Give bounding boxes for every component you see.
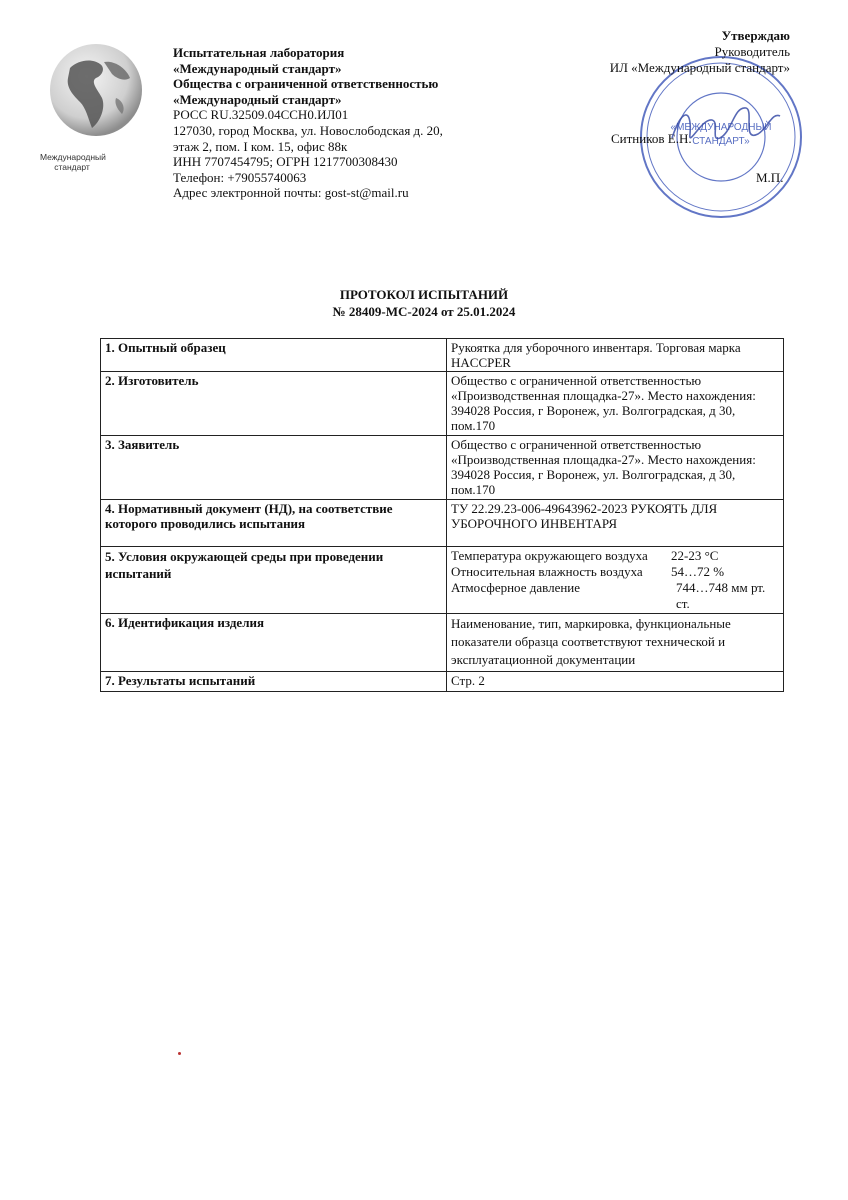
row-value: Рукоятка для уборочного инвентаря. Торговая марка HACCPER — [447, 339, 784, 372]
row-label: 5. Условия окружающей среды при проведении испытаний — [101, 547, 447, 614]
row-label: 2. Изготовитель — [101, 372, 447, 436]
table-row — [101, 436, 784, 500]
logo-caption: Международный стандарт — [40, 152, 106, 172]
row-label: 3. Заявитель — [101, 436, 447, 500]
stamp-text: СТАНДАРТ» — [692, 136, 750, 147]
table-row — [101, 500, 784, 547]
env-line — [451, 548, 779, 564]
table-row — [101, 339, 784, 372]
table-row — [101, 547, 784, 614]
row-value: Общество с ограниченной ответственностью «Производственная площадка-27». Место нахождения: 394028 Россия, г Воронеж, ул. Волгоградская, д 30, пом.170 — [447, 372, 784, 436]
protocol-table — [100, 338, 784, 692]
lab-line: ИНН 7707454795; ОГРН 1217700308430 — [173, 154, 398, 170]
env-value: 54…72 % — [671, 564, 725, 579]
row-value: Общество с ограниченной ответственностью «Производственная площадка-27». Место нахождения: 394028 Россия, г Воронеж, ул. Волгоградская, д 30, пом.170 — [447, 436, 784, 500]
lab-line: Общества с ограниченной ответственностью — [173, 76, 439, 92]
lab-line: «Международный стандарт» — [173, 91, 342, 107]
table-row — [101, 614, 784, 672]
row-label: 1. Опытный образец — [101, 339, 447, 372]
row-value: Стр. 2 — [447, 672, 784, 692]
env-key: Относительная влажность воздуха — [451, 564, 643, 579]
lab-line: Испытательная лаборатория — [173, 45, 345, 60]
document-title: ПРОТОКОЛ ИСПЫТАНИЙ — [339, 287, 509, 302]
seal-mark: М.П. — [756, 170, 784, 185]
env-key: Температура окружающего воздуха — [451, 548, 648, 563]
table-row — [101, 672, 784, 692]
env-line — [451, 564, 779, 580]
env-value: 744…748 мм рт. ст. — [675, 580, 766, 611]
document-number: № 28409-МС-2024 от 25.01.2024 — [332, 304, 516, 319]
scan-speck — [178, 1052, 181, 1055]
stamp-text: «МЕЖДУНАРОДНЫЙ — [670, 122, 772, 133]
signatory-name: Ситников Е.Н. — [611, 131, 692, 146]
env-key: Атмосферное давление — [451, 580, 581, 595]
lab-line: Телефон: +79055740063 — [173, 169, 307, 185]
row-label: 6. Идентификация изделия — [101, 614, 447, 672]
row-value: ТУ 22.29.23-006-49643962-2023 РУКОЯТЬ ДЛЯ УБОРОЧНОГО ИНВЕНТАРЯ — [447, 500, 784, 547]
lab-line: РОСС RU.32509.04ССН0.ИЛ01 — [173, 107, 349, 123]
row-value: Наименование, тип, маркировка, функциональные показатели образца соответствуют технической и эксплуатационной документации — [447, 614, 784, 672]
env-line — [451, 580, 779, 612]
table-row — [101, 372, 784, 436]
env-value: 22-23 °С — [671, 548, 719, 563]
approval-org: ИЛ «Международный стандарт» — [609, 60, 790, 75]
approval-role: Руководитель — [714, 44, 790, 59]
row-value — [447, 547, 784, 614]
approval-block — [530, 28, 790, 76]
lab-line: «Международный стандарт» — [173, 60, 342, 76]
row-label: 7. Результаты испытаний — [101, 672, 447, 692]
lab-line: этаж 2, пом. I ком. 15, офис 88к — [173, 138, 348, 154]
lab-info — [173, 45, 503, 201]
lab-line: 127030, город Москва, ул. Новослободская д. 20, — [173, 122, 443, 138]
signature — [662, 98, 792, 158]
lab-line: Адрес электронной почты: gost-st@mail.ru — [173, 185, 409, 201]
row-label: 4. Нормативный документ (НД), на соответствие которого проводились испытания — [101, 500, 447, 547]
approval-title: Утверждаю — [721, 28, 790, 43]
